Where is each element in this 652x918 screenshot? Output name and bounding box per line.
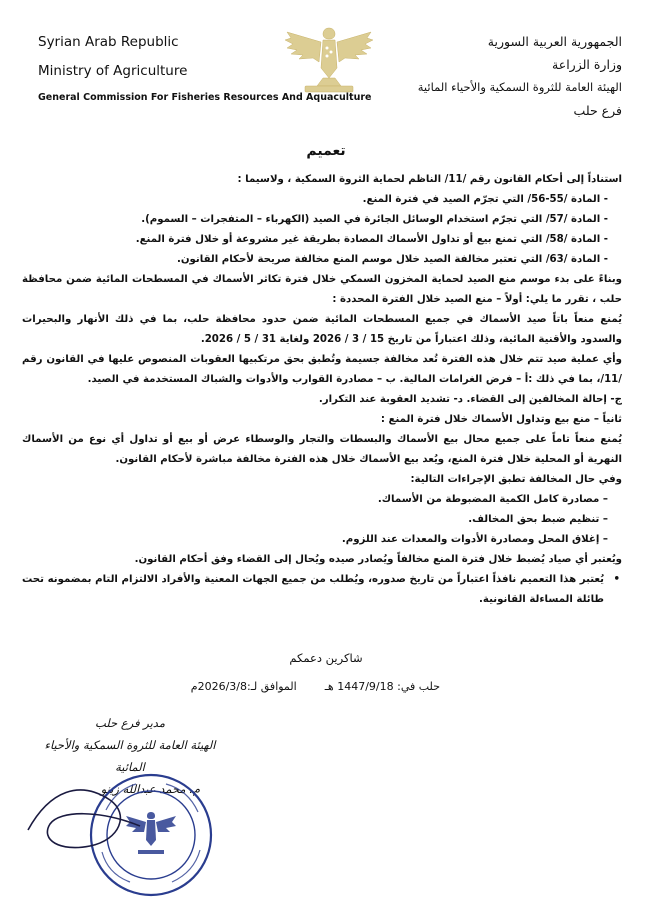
signature-org: الهيئة العامة للثروة السمكية والأحياء المائية (44, 738, 216, 774)
intro-paragraph: استناداً إلى أحكام القانون رقم /11/ الناظم لحماية الثروة السمكية ، ولاسيما : (237, 174, 622, 185)
closing-text: شاكرين دعمكم (289, 651, 363, 665)
validity-text: يُعتبر هذا التعميم نافذاً اعتباراً من تاريخ صدوره، ويُطلب من جميع الجهات المعنية والأفراد الالتزام التام بمضمونه تحت طائلة المساءلة القانونية. (22, 574, 604, 605)
ban-fishing-paragraph: يُمنع منعاً باتاً صيد الأسماك في جميع المسطحات المائية ضمن حدود محافظة حلب، بما في ذلك الأنهار والبحيرات والسدود والأقنية المائية، وذلك اعتباراً من تاريخ 15 / 3 / 2026 ولغاية 31 / 5 / 2026. (22, 314, 622, 345)
measures-heading: وفي حال المخالفة تطبق الإجراءات التالية: (410, 474, 622, 485)
violation-cd-paragraph: ج- إحالة المخالفين إلى القضاء. د- تشديد العقوبة عند التكرار. (318, 394, 622, 405)
article-item: - المادة /57/ التي تجرّم استخدام الوسائل الجائرة في الصيد (الكهرباء – المتفجرات – السموم). (141, 214, 608, 225)
document-title: تعميم (306, 143, 346, 159)
date-line (190, 680, 440, 693)
measure-item: – إغلاق المحل ومصادرة الأدوات والمعدات عند اللزوم. (341, 534, 608, 545)
basis-paragraph: وبناءً على بدء موسم منع الصيد لحماية المخزون السمكي خلال فترة تكاثر الأسماك في المسطحات المائية ضمن محافظة حلب ، تقرر ما يلي: أولاً – منع الصيد خلال الفترة المحددة : (22, 274, 622, 305)
measure-item: – مصادرة كامل الكمية المضبوطة من الأسماك. (377, 494, 608, 505)
eagle-emblem-icon (283, 22, 375, 96)
header-country-en: Syrian Arab Republic (38, 34, 179, 50)
fisherman-paragraph: ويُعتبر أي صياد يُضبط خلال فترة المنع مخالفاً ويُصادر صيده ويُحال إلى القضاء وفق أحكام القانون. (134, 554, 622, 565)
second-heading: ثانياً – منع بيع وتداول الأسماك خلال فترة المنع : (380, 414, 622, 425)
date-hijri: حلب في: 1447/9/18 هـ (324, 680, 440, 693)
header-commission-en: General Commission For Fisheries Resources And Aquaculture (38, 92, 372, 103)
header-ministry-en: Ministry of Agriculture (38, 63, 188, 79)
signature-name: م. محمد عبدالله زينو (100, 782, 200, 796)
ban-sale-paragraph: يُمنع منعاً تاماً على جميع محال بيع الأسماك والبسطات والتجار والوسطاء عرض أو بيع أو تداول أي نوع من الأسماك النهرية أو المحلية خلال فترة المنع، ويُعد بيع الأسماك خلال هذه الفترة مخالفة مباشرة لأحكام القانون. (22, 434, 622, 465)
article-item: - المادة /63/ التي تعتبر مخالفة الصيد خلال موسم المنع مخالفة صريحة لأحكام القانون. (176, 254, 608, 265)
header-branch-ar: فرع حلب (573, 103, 622, 118)
handwritten-signature-icon (20, 780, 150, 860)
header-country-ar: الجمهورية العربية السورية (487, 34, 622, 49)
violation-paragraph: وأي عملية صيد تتم خلال هذه الفترة تُعد مخالفة جسيمة وتُطبق بحق مرتكبيها العقوبات المنصوص عليها في القانون رقم /11/، بما في ذلك :أ – فرض الغرامات المالية. ب – مصادرة القوارب والأدوات والشباك المستخدمة في الصيد. (22, 354, 622, 385)
header-ministry-ar: وزارة الزراعة (552, 57, 622, 72)
header-arabic (382, 34, 622, 126)
header-commission-ar: الهيئة العامة للثروة السمكية والأحياء المائية (417, 80, 622, 94)
signature-title: مدير فرع حلب (95, 716, 165, 730)
validity-paragraph (22, 570, 622, 610)
date-gregorian: الموافق لـ:2026/3/8م (190, 680, 297, 693)
measure-item: – تنظيم ضبط بحق المخالف. (468, 514, 608, 525)
article-item: - المادة /58/ التي تمنع بيع أو تداول الأسماك المصادة بطريقة غير مشروعة أو خلال فترة المنع. (135, 234, 608, 245)
bullet-icon: • (613, 574, 620, 585)
article-item: - المادة /55-56/ التي تجرّم الصيد في فترة المنع. (362, 194, 608, 205)
document-body (22, 170, 622, 610)
